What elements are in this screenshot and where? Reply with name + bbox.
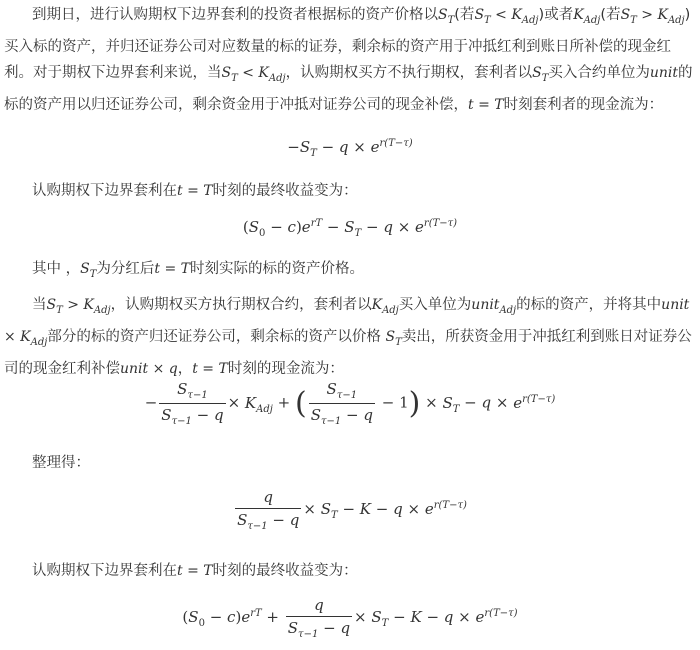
paragraph-4: 当$S_T > K_{Adj}$，认购期权买方执行期权合约，套利者以$K_{Adj}$买入单位为unit$_{Adj}$的标的资产，并将其中unit × $K_{Adj}$部分的标的资产归还证券公司，剩余标的资产以价格 $S_T$卖出，所获资金用于冲抵红利到账日对证券公司的现金红利补偿unit × q，t = T时刻的现金流为： xyxy=(4,297,692,377)
equation-payoff-1: $(S_0 - c)e^{rT} - S_T - q \times e^{r(T-\tau)}$ xyxy=(242,218,458,239)
paragraph-1: 到期日，进行认购期权下边界套利的投资者根据标的资产价格以$S_T$(若$S_T < K_{Adj}$)或者$K_{Adj}$(若$S_T > K_{Adj}$)买入标的资产，并归还证券公司对应数量的标的证券，剩余标的资产用于冲抵红利到账日所补偿的现金红利。对于期权下边界套利来说，当$S_T < K_{Adj}$，认购期权买方不执行期权，套利者以$S_T$买入合约单位为unit的标的资产用以归还证券公司，剩余资金用于冲抵对证券公司的现金补偿，t = T时刻套利者的现金流为： xyxy=(4,7,693,113)
paragraph-5: 整理得： xyxy=(32,455,90,471)
paragraph-2: 认购期权下边界套利在t = T时刻的最终收益变为： xyxy=(32,183,358,199)
equation-cashflow-2: − $\frac{S_{\tau-1}}{S_{\tau-1} - q}$ × $K_{Adj}$ + ( $\frac{S_{\tau-1}}{S_{\tau-1} - q}$ − $1) \times S_T - q \times e^{r(T-\tau)}$ xyxy=(144,380,556,427)
equation-cashflow-1: $-S_T - q \times e^{r(T-\tau)}$ xyxy=(287,138,413,159)
equation-payoff-2: $(S_0 - c)e^{rT}$ + $\frac{q}{S_{\tau-1} - q}$ × $S_T - K - q \times e^{r(T-\tau)}$ xyxy=(182,596,518,640)
equation-simplified: $\frac{q}{S_{\tau-1} - q}$ × $S_T - K - q \times e^{r(T-\tau)}$ xyxy=(237,488,467,532)
paragraph-3: 其中 ，$S_T$为分红后t = T时刻实际的标的资产价格。 xyxy=(32,261,364,280)
paragraph-6: 认购期权下边界套利在t = T时刻的最终收益变为： xyxy=(32,563,358,579)
